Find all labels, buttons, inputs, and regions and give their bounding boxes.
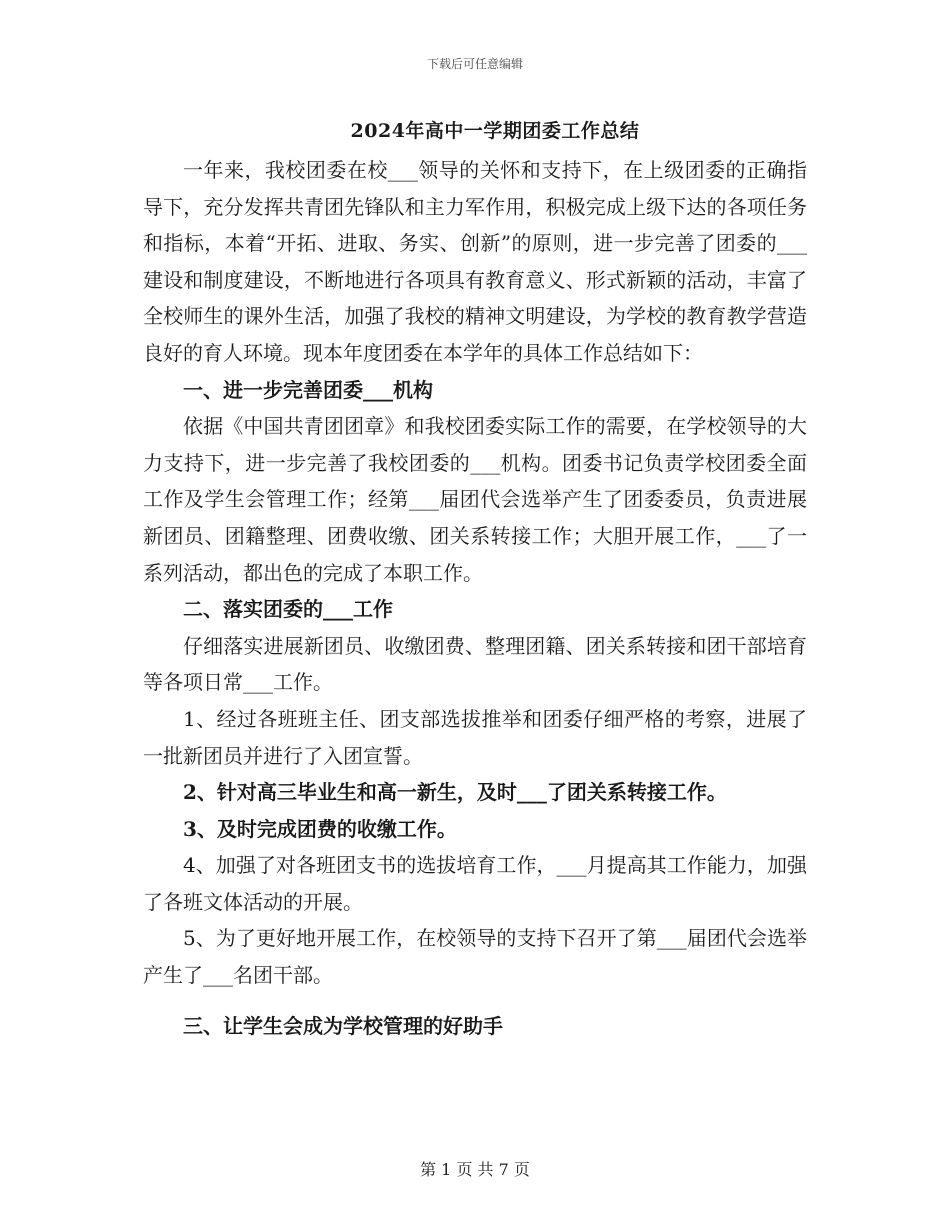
document-title: 2024年高中一学期团委工作总结 xyxy=(350,120,640,142)
section-heading-1: 一、进一步完善团委___机构 xyxy=(183,377,433,402)
list-item: 5、为了更好地开展工作，在校领导的支持下召开了第___届团代会选举产生了___名团干部。 xyxy=(143,926,807,988)
list-item-bold: 3、及时完成团费的收缴工作。 xyxy=(183,816,457,841)
intro-paragraph: 一年来，我校团委在校___领导的关怀和支持下，在上级团委的正确指导下，充分发挥共青团先锋队和主力军作用，积极完成上级下达的各项任务和指标，本着“开拓、进取、务实、创新”的原则，进一步完善了团委的___建设和制度建设，不断地进行各项具有教育意义、形式新颖的活动，丰富了全校师生的课外生活，加强了我校的精神文明建设，为学校的教育教学营造良好的育人环境。现本年度团委在本学年的具体工作总结如下： xyxy=(143,158,807,365)
body-paragraph: 依据《中国共青团团章》和我校团委实际工作的需要，在学校领导的大力支持下，进一步完善了我校团委的___机构。团委书记负责学校团委全面工作及学生会管理工作；经第___届团代会选举产生了团委委员，负责进展新团员、团籍整理、团费收缴、团关系转接工作；大胆开展工作，___了一系列活动，都出色的完成了本职工作。 xyxy=(143,414,807,585)
list-item: 4、加强了对各班团支书的选拔培育工作，___月提高其工作能力，加强了各班文体活动的开展。 xyxy=(143,853,807,914)
section-heading-3: 三、让学生会成为学校管理的好助手 xyxy=(183,1013,503,1038)
section-heading-2: 二、落实团委的___工作 xyxy=(183,597,393,622)
page-number: 第 1 页 共 7 页 xyxy=(420,1160,530,1179)
document-body xyxy=(143,152,807,1044)
page-header-note: 下载后可任意编辑 xyxy=(426,57,523,71)
body-paragraph: 仔细落实进展新团员、收缴团费、整理团籍、团关系转接和团干部培育等各项日常___工作。 xyxy=(143,633,807,695)
list-item-bold: 2、针对高三毕业生和高一新生，及时___了团关系转接工作。 xyxy=(183,780,727,805)
list-item: 1、经过各班班主任、团支部选拔推举和团委仔细严格的考察，进展了一批新团员并进行了入团宣誓。 xyxy=(143,706,807,768)
